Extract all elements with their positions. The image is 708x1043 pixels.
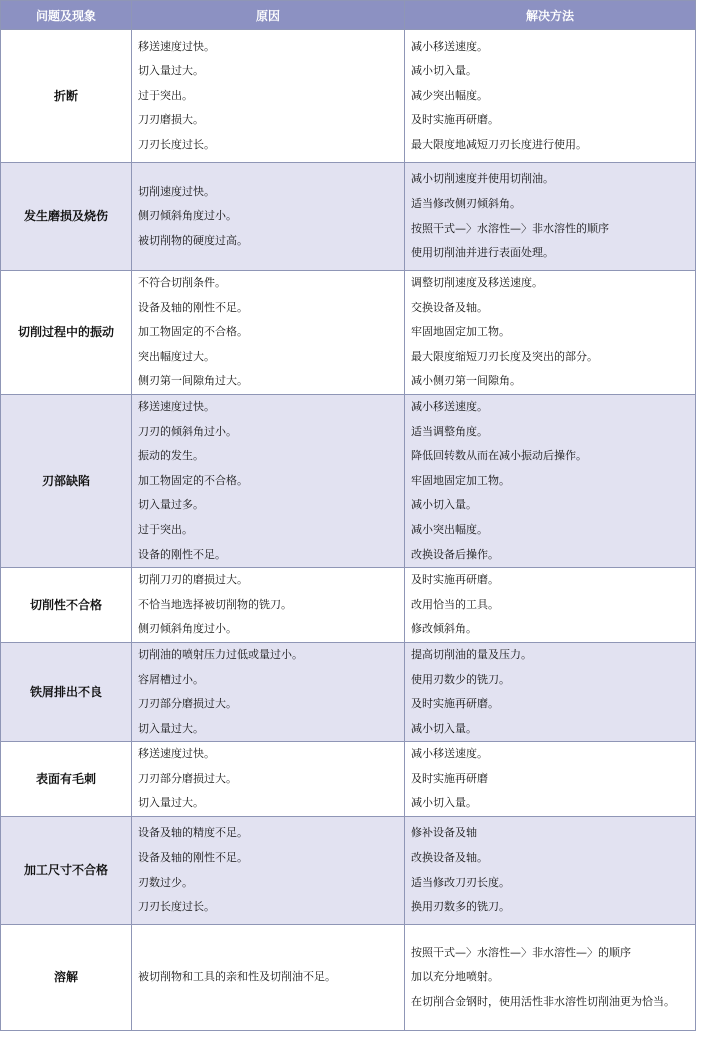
- solution-line: 减小移送速度。: [411, 39, 488, 53]
- cause-cell: [132, 817, 405, 925]
- problem-cell: 折断: [1, 30, 132, 163]
- cause-line: 设备及轴的刚性不足。: [138, 300, 248, 314]
- cause-line: 突出幅度过大。: [138, 349, 215, 363]
- solution-line: 牢固地固定加工物。: [411, 325, 510, 339]
- cause-line: 切削油的喷射压力过低或量过小。: [138, 647, 303, 661]
- cause-line: 切削速度过快。: [138, 184, 215, 198]
- cause-line: 切削刀刃的磨损过大。: [138, 573, 248, 587]
- solution-cell: [405, 742, 696, 817]
- solution-line: 加以充分地喷射。: [411, 970, 499, 984]
- problem-cell: 切削性不合格: [1, 568, 132, 643]
- problem-cell: 溶解: [1, 925, 132, 1031]
- cause-cell: [132, 163, 405, 271]
- solution-line: 改换设备及轴。: [411, 850, 488, 864]
- cause-cell: [132, 925, 405, 1031]
- cause-line: 刀刃部分磨损过大。: [138, 771, 237, 785]
- solution-line: 减小切入量。: [411, 64, 477, 78]
- solution-line: 适当修改刀刃长度。: [411, 875, 510, 889]
- solution-line: 减小移送速度。: [411, 747, 488, 761]
- solution-line: 最大限度缩短刀刃长度及突出的部分。: [411, 349, 598, 363]
- solution-line: 及时实施再研磨。: [411, 573, 499, 587]
- solution-line: 交换设备及轴。: [411, 300, 488, 314]
- solution-line: 调整切削速度及移送速度。: [411, 276, 543, 289]
- cause-line: 加工物固定的不合格。: [138, 325, 248, 339]
- solution-line: 改用恰当的工具。: [411, 597, 499, 611]
- cause-line: 切入量过大。: [138, 64, 204, 78]
- cause-line: 加工物固定的不合格。: [138, 473, 248, 487]
- solution-line: 按照干式—〉水溶性—〉非水溶性的顺序: [411, 221, 609, 235]
- cause-line: 侧刃倾斜角度过小。: [138, 622, 237, 636]
- solution-cell: [405, 163, 696, 271]
- solution-line: 使用切削油并进行表面处理。: [411, 246, 554, 260]
- solution-line: 在切削合金钢时，使用活性非水溶性切削油更为恰当。: [411, 994, 675, 1008]
- cause-line: 移送速度过快。: [138, 747, 215, 761]
- solution-line: 按照干式—〉水溶性—〉非水溶性—〉的顺序: [411, 945, 631, 959]
- solution-cell: [405, 394, 696, 567]
- cause-line: 振动的发生。: [138, 449, 204, 463]
- solution-line: 减小切削速度并使用切削油。: [411, 172, 554, 186]
- solution-line: 最大限度地减短刀刃长度进行使用。: [411, 137, 587, 151]
- solution-line: 使用刃数少的铣刀。: [411, 672, 510, 686]
- solution-line: 改换设备后操作。: [411, 547, 499, 561]
- cause-line: 刀刃的倾斜角过小。: [138, 424, 237, 438]
- cause-line: 刃数过少。: [138, 875, 193, 889]
- solution-line: 适当修改侧刃倾斜角。: [411, 196, 521, 210]
- header-cause: 原因: [132, 1, 405, 30]
- cause-line: 切入量过多。: [138, 498, 204, 512]
- cause-line: 设备及轴的刚性不足。: [138, 850, 248, 864]
- solution-line: 适当调整角度。: [411, 424, 488, 438]
- problem-cell: 加工尺寸不合格: [1, 817, 132, 925]
- solution-cell: [405, 817, 696, 925]
- table-row: [1, 742, 696, 817]
- cause-line: 被切削物的硬度过高。: [138, 233, 248, 247]
- table-row: [1, 568, 696, 643]
- cause-cell: [132, 742, 405, 817]
- solution-line: 及时实施再研磨: [411, 771, 488, 785]
- solution-line: 减小移送速度。: [411, 399, 488, 413]
- cause-line: 侧刃第一间隙角过大。: [138, 374, 248, 388]
- cause-line: 被切削物和工具的亲和性及切削油不足。: [138, 970, 336, 984]
- cause-line: 移送速度过快。: [138, 399, 215, 413]
- problem-cell: 刃部缺陷: [1, 394, 132, 567]
- solution-line: 减小切入量。: [411, 796, 477, 810]
- table-header: [1, 1, 696, 30]
- table-row: [1, 163, 696, 271]
- cause-line: 移送速度过快。: [138, 39, 215, 53]
- table-row: [1, 925, 696, 1031]
- header-problem: 问题及现象: [1, 1, 132, 30]
- solution-cell: [405, 30, 696, 163]
- table-row: [1, 394, 696, 567]
- cause-line: 不符合切削条件。: [138, 276, 226, 289]
- solution-line: 及时实施再研磨。: [411, 113, 499, 127]
- solution-cell: [405, 925, 696, 1031]
- cause-cell: [132, 394, 405, 567]
- table-body: [1, 30, 696, 1031]
- solution-line: 减少突出幅度。: [411, 88, 488, 102]
- header-row: [1, 1, 696, 30]
- problem-cell: 切削过程中的振动: [1, 271, 132, 395]
- cause-line: 切入量过大。: [138, 796, 204, 810]
- solution-line: 牢固地固定加工物。: [411, 473, 510, 487]
- solution-line: 修补设备及轴: [411, 826, 477, 840]
- problem-cell: 表面有毛刺: [1, 742, 132, 817]
- cause-line: 容屑槽过小。: [138, 672, 204, 686]
- solution-cell: [405, 568, 696, 643]
- problem-cell: 发生磨损及烧伤: [1, 163, 132, 271]
- solution-line: 修改倾斜角。: [411, 622, 477, 636]
- header-solution: 解决方法: [405, 1, 696, 30]
- solution-line: 及时实施再研磨。: [411, 697, 499, 711]
- table-row: [1, 817, 696, 925]
- cause-line: 设备的刚性不足。: [138, 547, 226, 561]
- cause-line: 切入量过大。: [138, 721, 204, 735]
- cause-line: 设备及轴的精度不足。: [138, 826, 248, 840]
- table-row: [1, 271, 696, 395]
- solution-line: 减小突出幅度。: [411, 522, 488, 536]
- solution-cell: [405, 271, 696, 395]
- table-row: [1, 642, 696, 741]
- solution-line: 减小切入量。: [411, 721, 477, 735]
- cause-line: 刀刃部分磨损过大。: [138, 697, 237, 711]
- problem-cell: 铁屑排出不良: [1, 642, 132, 741]
- solution-line: 减小切入量。: [411, 498, 477, 512]
- cause-line: 刀刃磨损大。: [138, 113, 204, 127]
- cause-line: 过于突出。: [138, 88, 193, 102]
- cause-line: 不恰当地选择被切削物的铣刀。: [138, 597, 292, 611]
- cause-line: 刀刃长度过长。: [138, 900, 215, 914]
- cause-line: 刀刃长度过长。: [138, 137, 215, 151]
- cause-line: 过于突出。: [138, 522, 193, 536]
- cause-line: 侧刃倾斜角度过小。: [138, 209, 237, 223]
- cause-cell: [132, 30, 405, 163]
- solution-line: 换用刃数多的铣刀。: [411, 900, 510, 914]
- solution-cell: [405, 642, 696, 741]
- cause-cell: [132, 568, 405, 643]
- cause-cell: [132, 642, 405, 741]
- solution-line: 减小侧刃第一间隙角。: [411, 374, 521, 388]
- solution-line: 提高切削油的量及压力。: [411, 647, 532, 661]
- table-row: [1, 30, 696, 163]
- cause-cell: [132, 271, 405, 395]
- solution-line: 降低回转数从而在减小振动后操作。: [411, 449, 587, 463]
